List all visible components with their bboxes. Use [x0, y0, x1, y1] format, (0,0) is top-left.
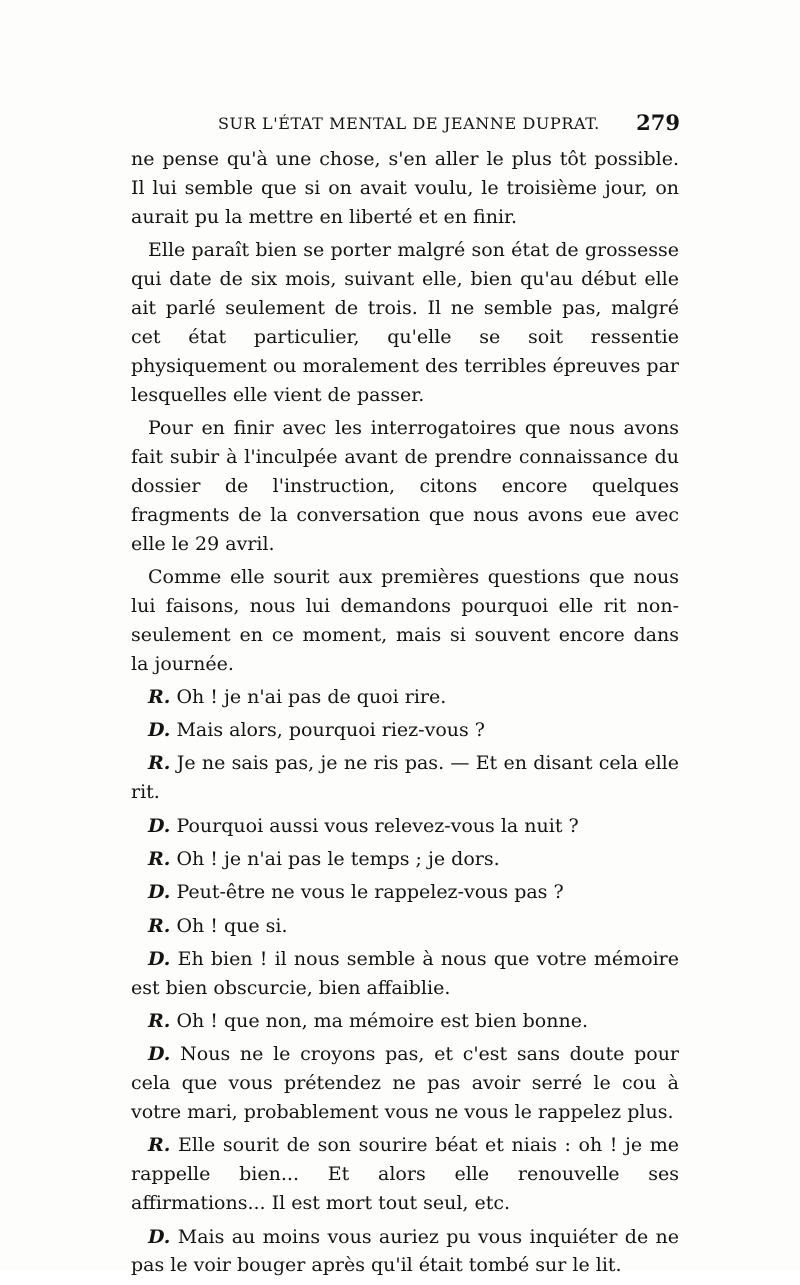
dialogue-line — [131, 1007, 679, 1036]
body-text — [131, 145, 679, 1285]
dialogue-line — [131, 749, 679, 807]
speaker-label: R. — [148, 752, 171, 775]
paragraph — [131, 414, 679, 559]
paragraph — [131, 563, 679, 679]
paragraph — [131, 236, 679, 409]
speaker-label: R. — [148, 1134, 171, 1157]
paragraph-text: Nous ne le croyons pas, et c'est sans doute pour cela que vous prétendez ne pas avoir serré le cou à votre mari, probablement vous ne vous le rappelez plus. — [131, 1043, 680, 1124]
paragraph-text: Je ne sais pas, je ne ris pas. — Et en disant cela elle rit. — [131, 752, 679, 804]
paragraph-text: Elle paraît bien se porter malgré son état de grossesse qui date de six mois, suivant elle, bien qu'au début elle ait parlé seulement de trois. Il ne semble pas, malgré cet état particulier, qu'elle se soit ressentie physiquement ou moralement des terribles épreuves par lesquelles elle vient de passer. — [131, 239, 679, 406]
dialogue-line — [131, 1040, 679, 1127]
dialogue-line — [131, 683, 679, 712]
paragraph-text: Eh bien ! il nous semble à nous que votre mémoire est bien obscurcie, bien affaiblie. — [131, 947, 680, 999]
paragraph-text: Oh ! je n'ai pas de quoi rire. — [176, 685, 447, 708]
speaker-label: D. — [148, 947, 171, 970]
speaker-label: R. — [148, 847, 171, 870]
speaker-label: D. — [148, 881, 171, 904]
speaker-label: R. — [148, 1010, 171, 1033]
dialogue-line — [131, 845, 679, 874]
dialogue-line — [131, 716, 679, 745]
dialogue-line — [131, 912, 679, 941]
page-header — [218, 110, 680, 140]
dialogue-line — [131, 1223, 679, 1281]
paragraph — [131, 145, 679, 232]
speaker-label: D. — [148, 1043, 171, 1066]
paragraph-text: Peut-être ne vous le rappelez-vous pas ? — [176, 881, 564, 904]
dialogue-line — [131, 1131, 679, 1218]
page-number: 279 — [636, 110, 680, 135]
speaker-label: D. — [148, 719, 171, 742]
running-title: SUR L'ÉTAT MENTAL DE JEANNE DUPRAT. — [218, 114, 600, 133]
paragraph-text: Pourquoi aussi vous relevez-vous la nuit ? — [176, 814, 579, 837]
dialogue-line — [131, 878, 679, 907]
paragraph-text: Oh ! je n'ai pas le temps ; je dors. — [176, 847, 500, 870]
paragraph-text: Mais au moins vous auriez pu vous inquiéter de ne pas le voir bouger après qu'il était tombé sur le lit. — [131, 1225, 679, 1277]
speaker-label: D. — [148, 1225, 171, 1248]
paragraph-text: Elle sourit de son sourire béat et niais : oh ! je me rappelle bien... Et alors elle renouvelle ses affirmations... Il est mort tout seul, etc. — [131, 1134, 679, 1215]
speaker-label: R. — [148, 685, 171, 708]
paragraph-text: ne pense qu'à une chose, s'en aller le plus tôt possible. Il lui semble que si on avait voulu, le troisième jour, on aurait pu la mettre en liberté et en finir. — [131, 148, 679, 228]
speaker-label: R. — [148, 914, 171, 937]
paragraph-text: Oh ! que non, ma mémoire est bien bonne. — [176, 1010, 588, 1033]
speaker-label: D. — [148, 814, 171, 837]
dialogue-line — [131, 945, 679, 1003]
paragraph-text: Comme elle sourit aux premières questions que nous lui faisons, nous lui demandons pourquoi elle rit non-seulement en ce moment, mais si souvent encore dans la journée. — [131, 565, 679, 675]
paragraph-text: Pour en finir avec les interrogatoires que nous avons fait subir à l'inculpée avant de prendre connaissance du dossier de l'instruction, citons encore quelques fragments de la conversation que nous avons eue avec elle le 29 avril. — [131, 416, 679, 555]
paragraph-text: Mais alors, pourquoi riez-vous ? — [176, 719, 485, 742]
paragraph-text: Oh ! que si. — [176, 914, 288, 937]
dialogue-line — [131, 812, 679, 841]
